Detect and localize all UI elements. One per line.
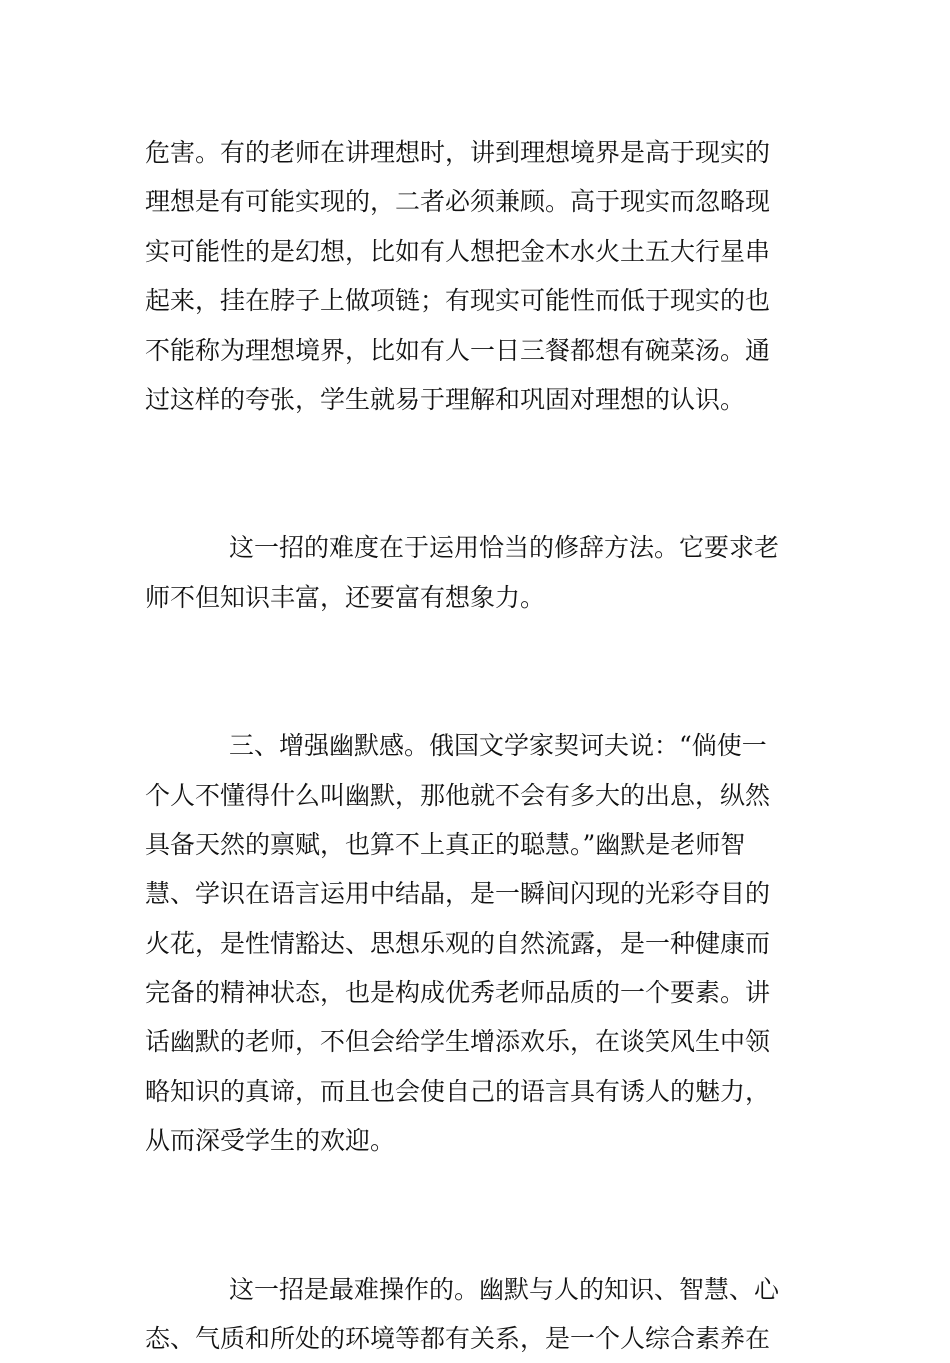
paragraph-line: 起来，挂在脖子上做项链；有现实可能性而低于现实的也 [145,286,771,316]
paragraph-line: 实可能性的是幻想，比如有人想把金木水火土五大行星串 [145,236,771,266]
document-body [145,128,807,1363]
paragraph-line: 从而深受学生的欢迎。 [145,1126,396,1156]
paragraph-line: 慧、学识在语言运用中结晶，是一瞬间闪现的光彩夺目的 [145,879,771,909]
paragraph-line: 火花，是性情豁达、思想乐观的自然流露，是一种健康而 [145,928,771,958]
paragraph-line: 这一招是最难操作的。幽默与人的知识、智慧、心 [229,1274,780,1304]
paragraph-1 [145,128,807,424]
paragraph-line: 不能称为理想境界，比如有人一日三餐都想有碗菜汤。通 [145,335,771,365]
paragraph-line: 话幽默的老师，不但会给学生增添欢乐，在谈笑风生中领 [145,1027,771,1057]
paragraph-line: 具备天然的禀赋，也算不上真正的聪慧。”幽默是老师智 [145,829,746,859]
paragraph-line: 三、增强幽默感。俄国文学家契诃夫说：“倘使一 [229,731,767,761]
paragraph-line: 完备的精神状态，也是构成优秀老师品质的一个要素。讲 [145,978,771,1008]
paragraph-line: 个人不懂得什么叫幽默，那他就不会有多大的出息，纵然 [145,780,771,810]
paragraph-3 [145,721,807,1166]
paragraph-4 [145,1265,807,1363]
paragraph-line: 过这样的夸张，学生就易于理解和巩固对理想的认识。 [145,384,746,414]
paragraph-line: 危害。有的老师在讲理想时，讲到理想境界是高于现实的 [145,138,771,167]
paragraph-line: 师不但知识丰富，还要富有想象力。 [145,582,546,612]
paragraph-line: 这一招的难度在于运用恰当的修辞方法。它要求老 [229,533,780,563]
paragraph-line: 略知识的真谛，而且也会使自己的语言具有诱人的魅力， [145,1076,771,1106]
paragraph-2 [145,523,807,622]
paragraph-line: 态、气质和所处的环境等都有关系，是一个人综合素养在 [145,1324,771,1354]
paragraph-line: 理想是有可能实现的，二者必须兼顾。高于现实而忽略现 [145,187,771,217]
